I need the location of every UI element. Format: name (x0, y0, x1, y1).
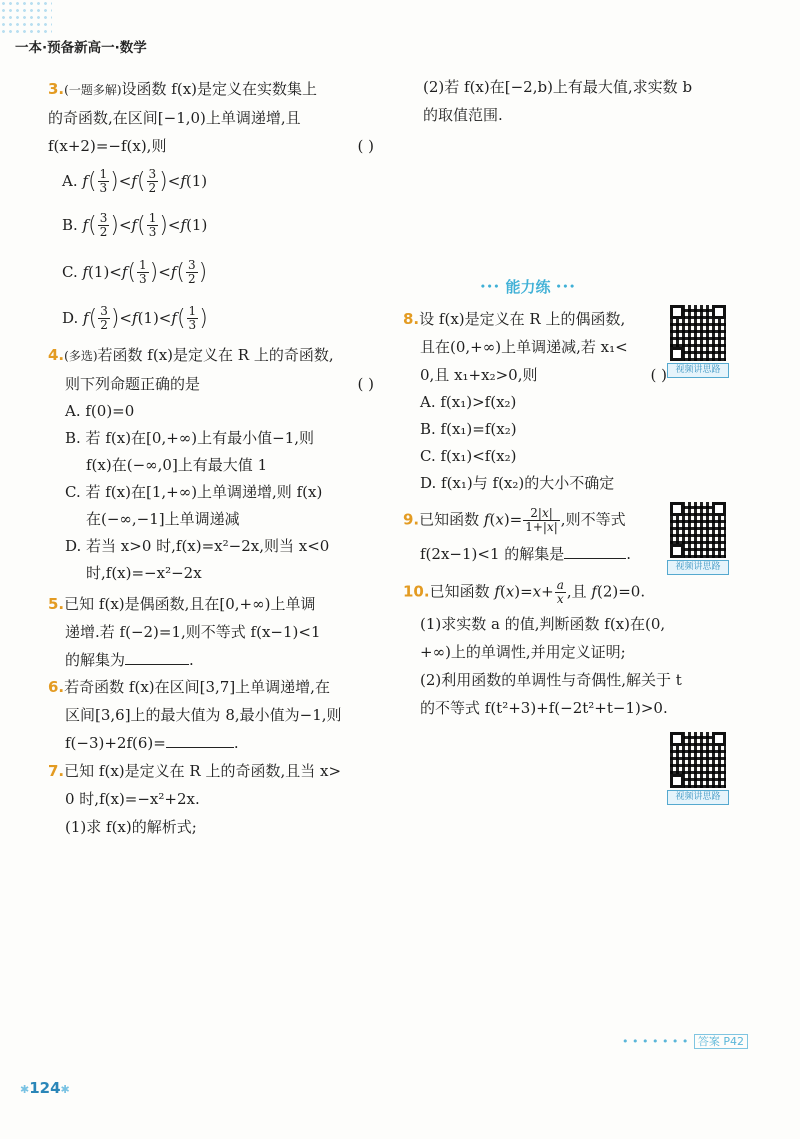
answer-reference (622, 1033, 748, 1049)
option-d: D. 若当 x>0 时,f(x)=x²−2x,则当 x<0 (65, 537, 330, 555)
qr-label: 视频讲思路 (667, 790, 729, 805)
question-9: 9.已知函数 f(x)= $\frac{2|x|}{1+|x|}$ ,则不等式 f(2x−1)<1 的解集是 . (403, 506, 632, 563)
option-c-cont: 在(−∞,−1]上单调递减 (86, 510, 240, 528)
question-text: 则下列命题正确的是 (65, 375, 201, 393)
question-text: 设函数 f(x)是定义在实数集上 (121, 80, 318, 98)
option-d-cont: 时,f(x)=−x²−2x (86, 564, 202, 582)
question-part-1: (1)求 f(x)的解析式; (65, 818, 197, 836)
option-b-cont: f(x)在(−∞,0]上有最大值 1 (86, 456, 268, 474)
question-text: 设 f(x)是定义在 R 上的偶函数, (419, 310, 626, 328)
question-number: 10. (403, 582, 430, 601)
option-b (62, 212, 207, 239)
question-text: f(−3)+2f(6)= (65, 734, 166, 752)
question-7-part-2 (423, 76, 753, 127)
qr-code-video-q8[interactable] (667, 305, 729, 378)
question-text: 的解集为 (65, 651, 126, 669)
section-title (480, 276, 576, 297)
option-a (62, 168, 207, 195)
question-text: . (233, 734, 239, 752)
answer-page: P42 (723, 1035, 745, 1048)
question-number: 9. (403, 510, 420, 529)
question-text: 若函数 f(x)是定义在 R 上的奇函数, (97, 346, 334, 364)
section-title-text: 能力练 (505, 278, 551, 296)
question-text: 的奇函数,在区间[−1,0)上单调递增,且 (48, 109, 301, 127)
question-text: 递增.若 f(−2)=1,则不等式 f(x−1)<1 (65, 623, 321, 641)
question-part-2-cont: 的不等式 f(t²+3)+f(−2t²+t−1)>0. (420, 699, 668, 717)
question-8 (403, 308, 667, 495)
option-b: B. f(x₁)=f(x₂) (420, 420, 517, 438)
page-number-text: 124 (29, 1079, 61, 1097)
qr-code-icon (670, 732, 726, 788)
option-text: A. f( $\frac{1}{3}$ )<f( $\frac{3}{2}$ )<f(1) (62, 167, 208, 195)
question-7 (48, 760, 378, 839)
answer-paren: ( ) (650, 366, 667, 384)
option-d (62, 305, 208, 332)
answer-blank[interactable] (125, 650, 189, 665)
question-text: 已知 f(x)是偶函数,且在[0,+∞)上单调 (64, 595, 316, 613)
question-text: f(x+2)=−f(x),则 (48, 137, 167, 155)
qr-code-video-q10[interactable] (667, 732, 729, 805)
question-tag: (一题多解) (64, 83, 122, 97)
question-part-2: (2)若 f(x)在[−2,b)上有最大值,求实数 b (423, 78, 693, 96)
qr-code-icon (670, 305, 726, 361)
page-number (20, 1079, 70, 1097)
question-tag: (多选) (64, 349, 98, 363)
page-star-icon: ✱ (60, 1083, 70, 1096)
option-b: B. 若 f(x)在[0,+∞)上有最小值−1,则 (65, 429, 315, 447)
question-text: . (626, 545, 632, 563)
question-text: 已知 f(x)是定义在 R 上的奇函数,且当 x> (64, 762, 342, 780)
question-number: 6. (48, 678, 65, 696)
book-header: 一本·预备新高一·数学 (15, 40, 147, 56)
question-text: 且在(0,+∞)上单调递减,若 x₁< (420, 338, 628, 356)
question-part-1-cont: +∞)上的单调性,并用定义证明; (420, 643, 626, 661)
option-d: D. f(x₁)与 f(x₂)的大小不确定 (420, 474, 615, 492)
question-number: 5. (48, 595, 65, 613)
answer-label: 答案 (697, 1035, 720, 1048)
question-number: 4. (48, 346, 65, 364)
qr-code-video-q9[interactable] (667, 502, 729, 575)
section-dots-right: ••• (555, 282, 577, 293)
answer-page-badge (694, 1034, 748, 1049)
question-text: 若奇函数 f(x)在区间[3,7]上单调递增,在 (64, 678, 330, 696)
corner-dot-pattern (0, 0, 52, 34)
answer-paren: ( ) (357, 137, 374, 155)
question-6 (48, 676, 378, 755)
question-text: 区间[3,6]上的最大值为 8,最小值为−1,则 (65, 706, 342, 724)
section-dots-left: ••• (480, 282, 501, 293)
answer-blank[interactable] (564, 544, 626, 559)
question-number: 8. (403, 310, 420, 328)
question-text: f(2x−1)<1 的解集是 (420, 545, 565, 563)
question-text: 0,且 x₁+x₂>0,则 (420, 366, 538, 384)
option-c (62, 259, 207, 286)
option-c: C. f(x₁)<f(x₂) (420, 447, 517, 465)
question-part-2: (2)利用函数的单调性与奇偶性,解关于 t (420, 671, 682, 689)
answer-blank[interactable] (166, 733, 234, 748)
question-number: 3. (48, 80, 65, 98)
question-5 (48, 593, 378, 672)
option-a: A. f(0)=0 (65, 402, 135, 420)
option-c: C. 若 f(x)在[1,+∞)上单调递增,则 f(x) (65, 483, 323, 501)
question-part-1: (1)求实数 a 的值,判断函数 f(x)在(0, (420, 615, 666, 633)
question-3 (48, 78, 378, 158)
option-text: C. f(1)<f( $\frac{1}{3}$ )<f( $\frac{3}{2}$ ) (62, 258, 208, 286)
question-4 (48, 344, 378, 585)
qr-label: 视频讲思路 (667, 560, 729, 575)
option-text: B. f( $\frac{3}{2}$ )<f( $\frac{1}{3}$ )<f(1) (62, 211, 208, 239)
qr-code-icon (670, 502, 726, 558)
option-text: D. f( $\frac{3}{2}$ )<f(1)<f( $\frac{1}{3}$ ) (62, 304, 208, 332)
qr-label: 视频讲思路 (667, 363, 729, 378)
question-text: 0 时,f(x)=−x²+2x. (65, 790, 200, 808)
option-a: A. f(x₁)>f(x₂) (420, 393, 517, 411)
question-10: 10.已知函数 f(x)=x+ $\frac{a}{x}$ ,且 f(2)=0. (1)求实数 a 的值,判断函数 f(x)在(0, +∞)上的单调性,并用定义证明; (2)利用函数的单调性与奇偶性,解关于 t 的不等式 f(t²+3)+f(−2t²+t−1)>0. (403, 579, 733, 720)
question-part-2-cont: 的取值范围. (423, 106, 503, 124)
answer-paren: ( ) (357, 375, 374, 393)
question-text: . (189, 651, 194, 669)
answer-dots: • • • • • • • (622, 1035, 689, 1048)
question-number: 7. (48, 762, 65, 780)
page-star-icon: ✱ (20, 1083, 30, 1096)
